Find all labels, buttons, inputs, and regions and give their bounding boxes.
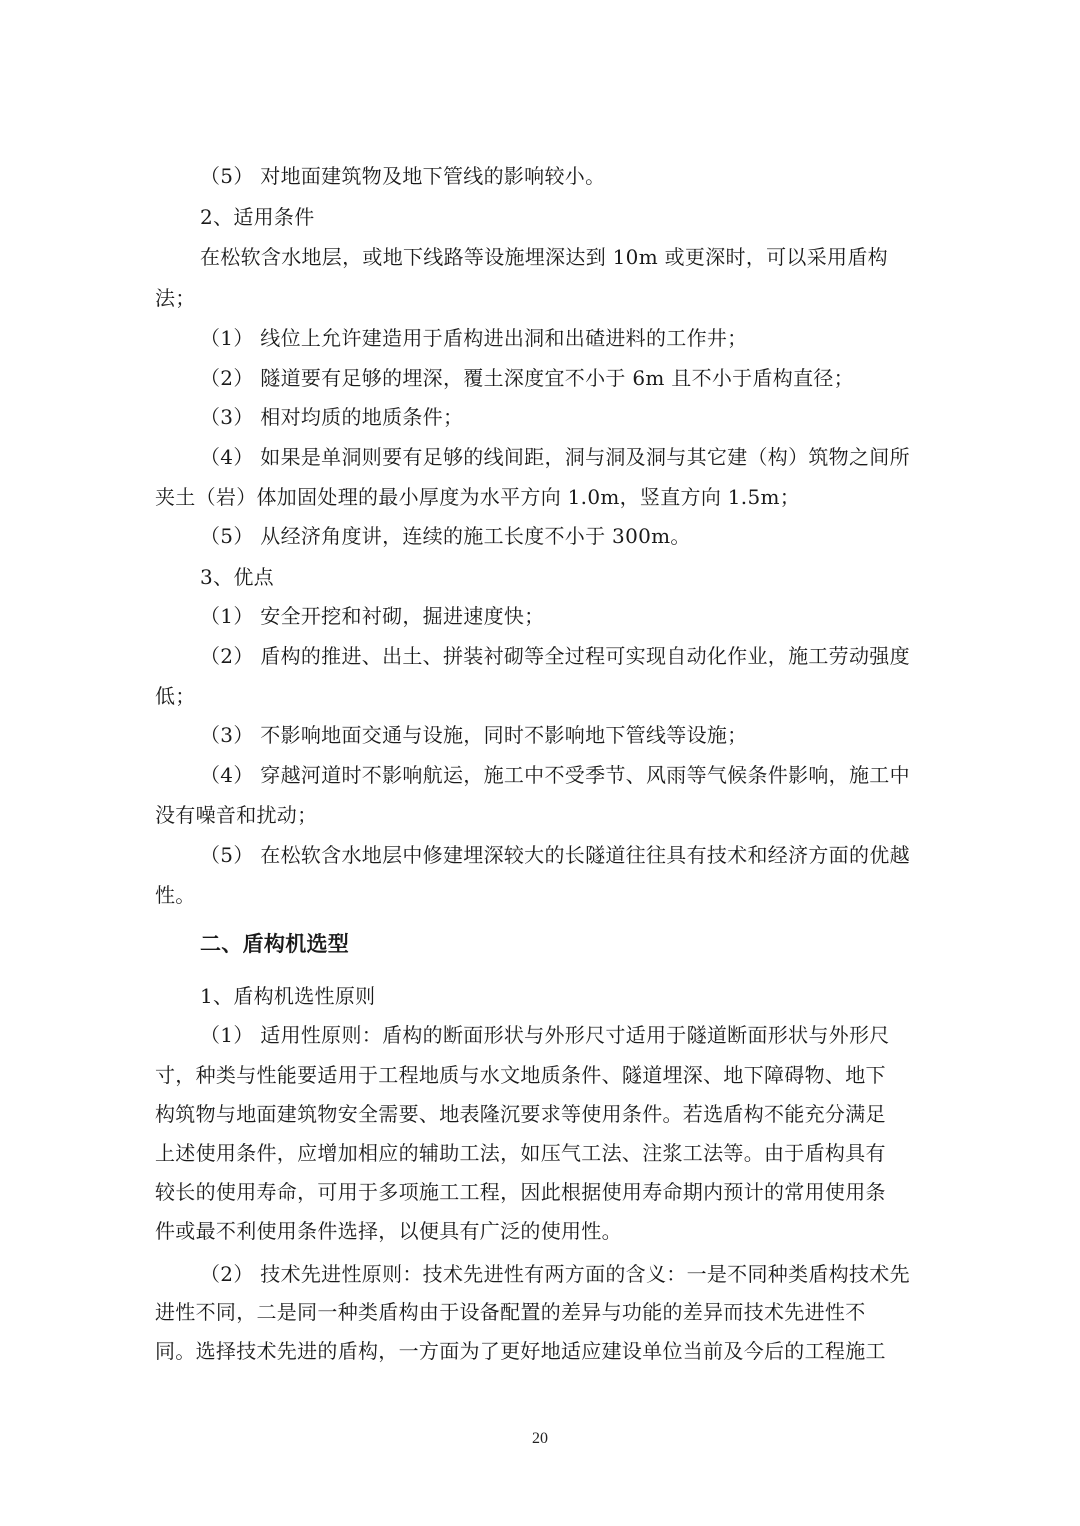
text-line: 较长的使用寿命，可用于多项施工工程，因此根据使用寿命期内预计的常用使用条 bbox=[155, 1180, 886, 1204]
text-line: 寸，种类与性能要适用于工程地质与水文地质条件、隧道埋深、地下障碍物、地下 bbox=[155, 1063, 886, 1087]
text-line: （4） 如果是单洞则要有足够的线间距，洞与洞及洞与其它建（构）筑物之间所 bbox=[200, 445, 910, 469]
text-line: 同。选择技术先进的盾构，一方面为了更好地适应建设单位当前及今后的工程施工 bbox=[155, 1339, 886, 1363]
text-line: （3） 不影响地面交通与设施，同时不影响地下管线等设施； bbox=[200, 723, 748, 747]
text-line: （5） 在松软含水地层中修建埋深较大的长隧道往往具有技术和经济方面的优越 bbox=[200, 843, 910, 867]
section-heading: 3、优点 bbox=[200, 565, 274, 589]
text-line: 没有噪音和扰动； bbox=[155, 803, 318, 827]
text-line: 件或最不利使用条件选择，以便具有广泛的使用性。 bbox=[155, 1219, 622, 1243]
text-line: （4） 穿越河道时不影响航运，施工中不受季节、风雨等气候条件影响，施工中 bbox=[200, 763, 910, 787]
text-line: 在松软含水地层，或地下线路等设施埋深达到 10m 或更深时，可以采用盾构 bbox=[200, 245, 888, 269]
text-line: （5） 对地面建筑物及地下管线的影响较小。 bbox=[200, 164, 606, 188]
text-line: （1） 线位上允许建造用于盾构进出洞和出碴进料的工作井； bbox=[200, 326, 748, 350]
text-line: （2） 盾构的推进、出土、拼装衬砌等全过程可实现自动化作业，施工劳动强度 bbox=[200, 644, 910, 668]
text-line: 低； bbox=[155, 684, 196, 708]
page-number: 20 bbox=[532, 1430, 548, 1447]
chapter-heading: 二、盾构机选型 bbox=[200, 931, 350, 956]
text-line: （2） 技术先进性原则：技术先进性有两方面的含义：一是不同种类盾构技术先 bbox=[200, 1262, 910, 1286]
section-heading: 2、适用条件 bbox=[200, 205, 315, 229]
text-line: 进性不同，二是同一种类盾构由于设备配置的差异与功能的差异而技术先进性不 bbox=[155, 1300, 866, 1324]
text-line: （1） 适用性原则：盾构的断面形状与外形尺寸适用于隧道断面形状与外形尺 bbox=[200, 1023, 890, 1047]
text-line: 上述使用条件，应增加相应的辅助工法，如压气工法、注浆工法等。由于盾构具有 bbox=[155, 1141, 886, 1165]
text-line: （3） 相对均质的地质条件； bbox=[200, 405, 464, 429]
text-line: （2） 隧道要有足够的埋深，覆土深度宜不小于 6m 且不小于盾构直径； bbox=[200, 366, 854, 390]
text-line: （1） 安全开挖和衬砌，掘进速度快； bbox=[200, 604, 545, 628]
text-line: 夹土（岩）体加固处理的最小厚度为水平方向 1.0m，竖直方向 1.5m； bbox=[155, 485, 801, 509]
text-line: 法； bbox=[155, 286, 196, 310]
section-heading: 1、盾构机选性原则 bbox=[200, 984, 376, 1008]
text-line: 性。 bbox=[155, 883, 196, 907]
text-line: 构筑物与地面建筑物安全需要、地表隆沉要求等使用条件。若选盾构不能充分满足 bbox=[155, 1102, 886, 1126]
text-line: （5） 从经济角度讲，连续的施工长度不小于 300m。 bbox=[200, 524, 691, 548]
